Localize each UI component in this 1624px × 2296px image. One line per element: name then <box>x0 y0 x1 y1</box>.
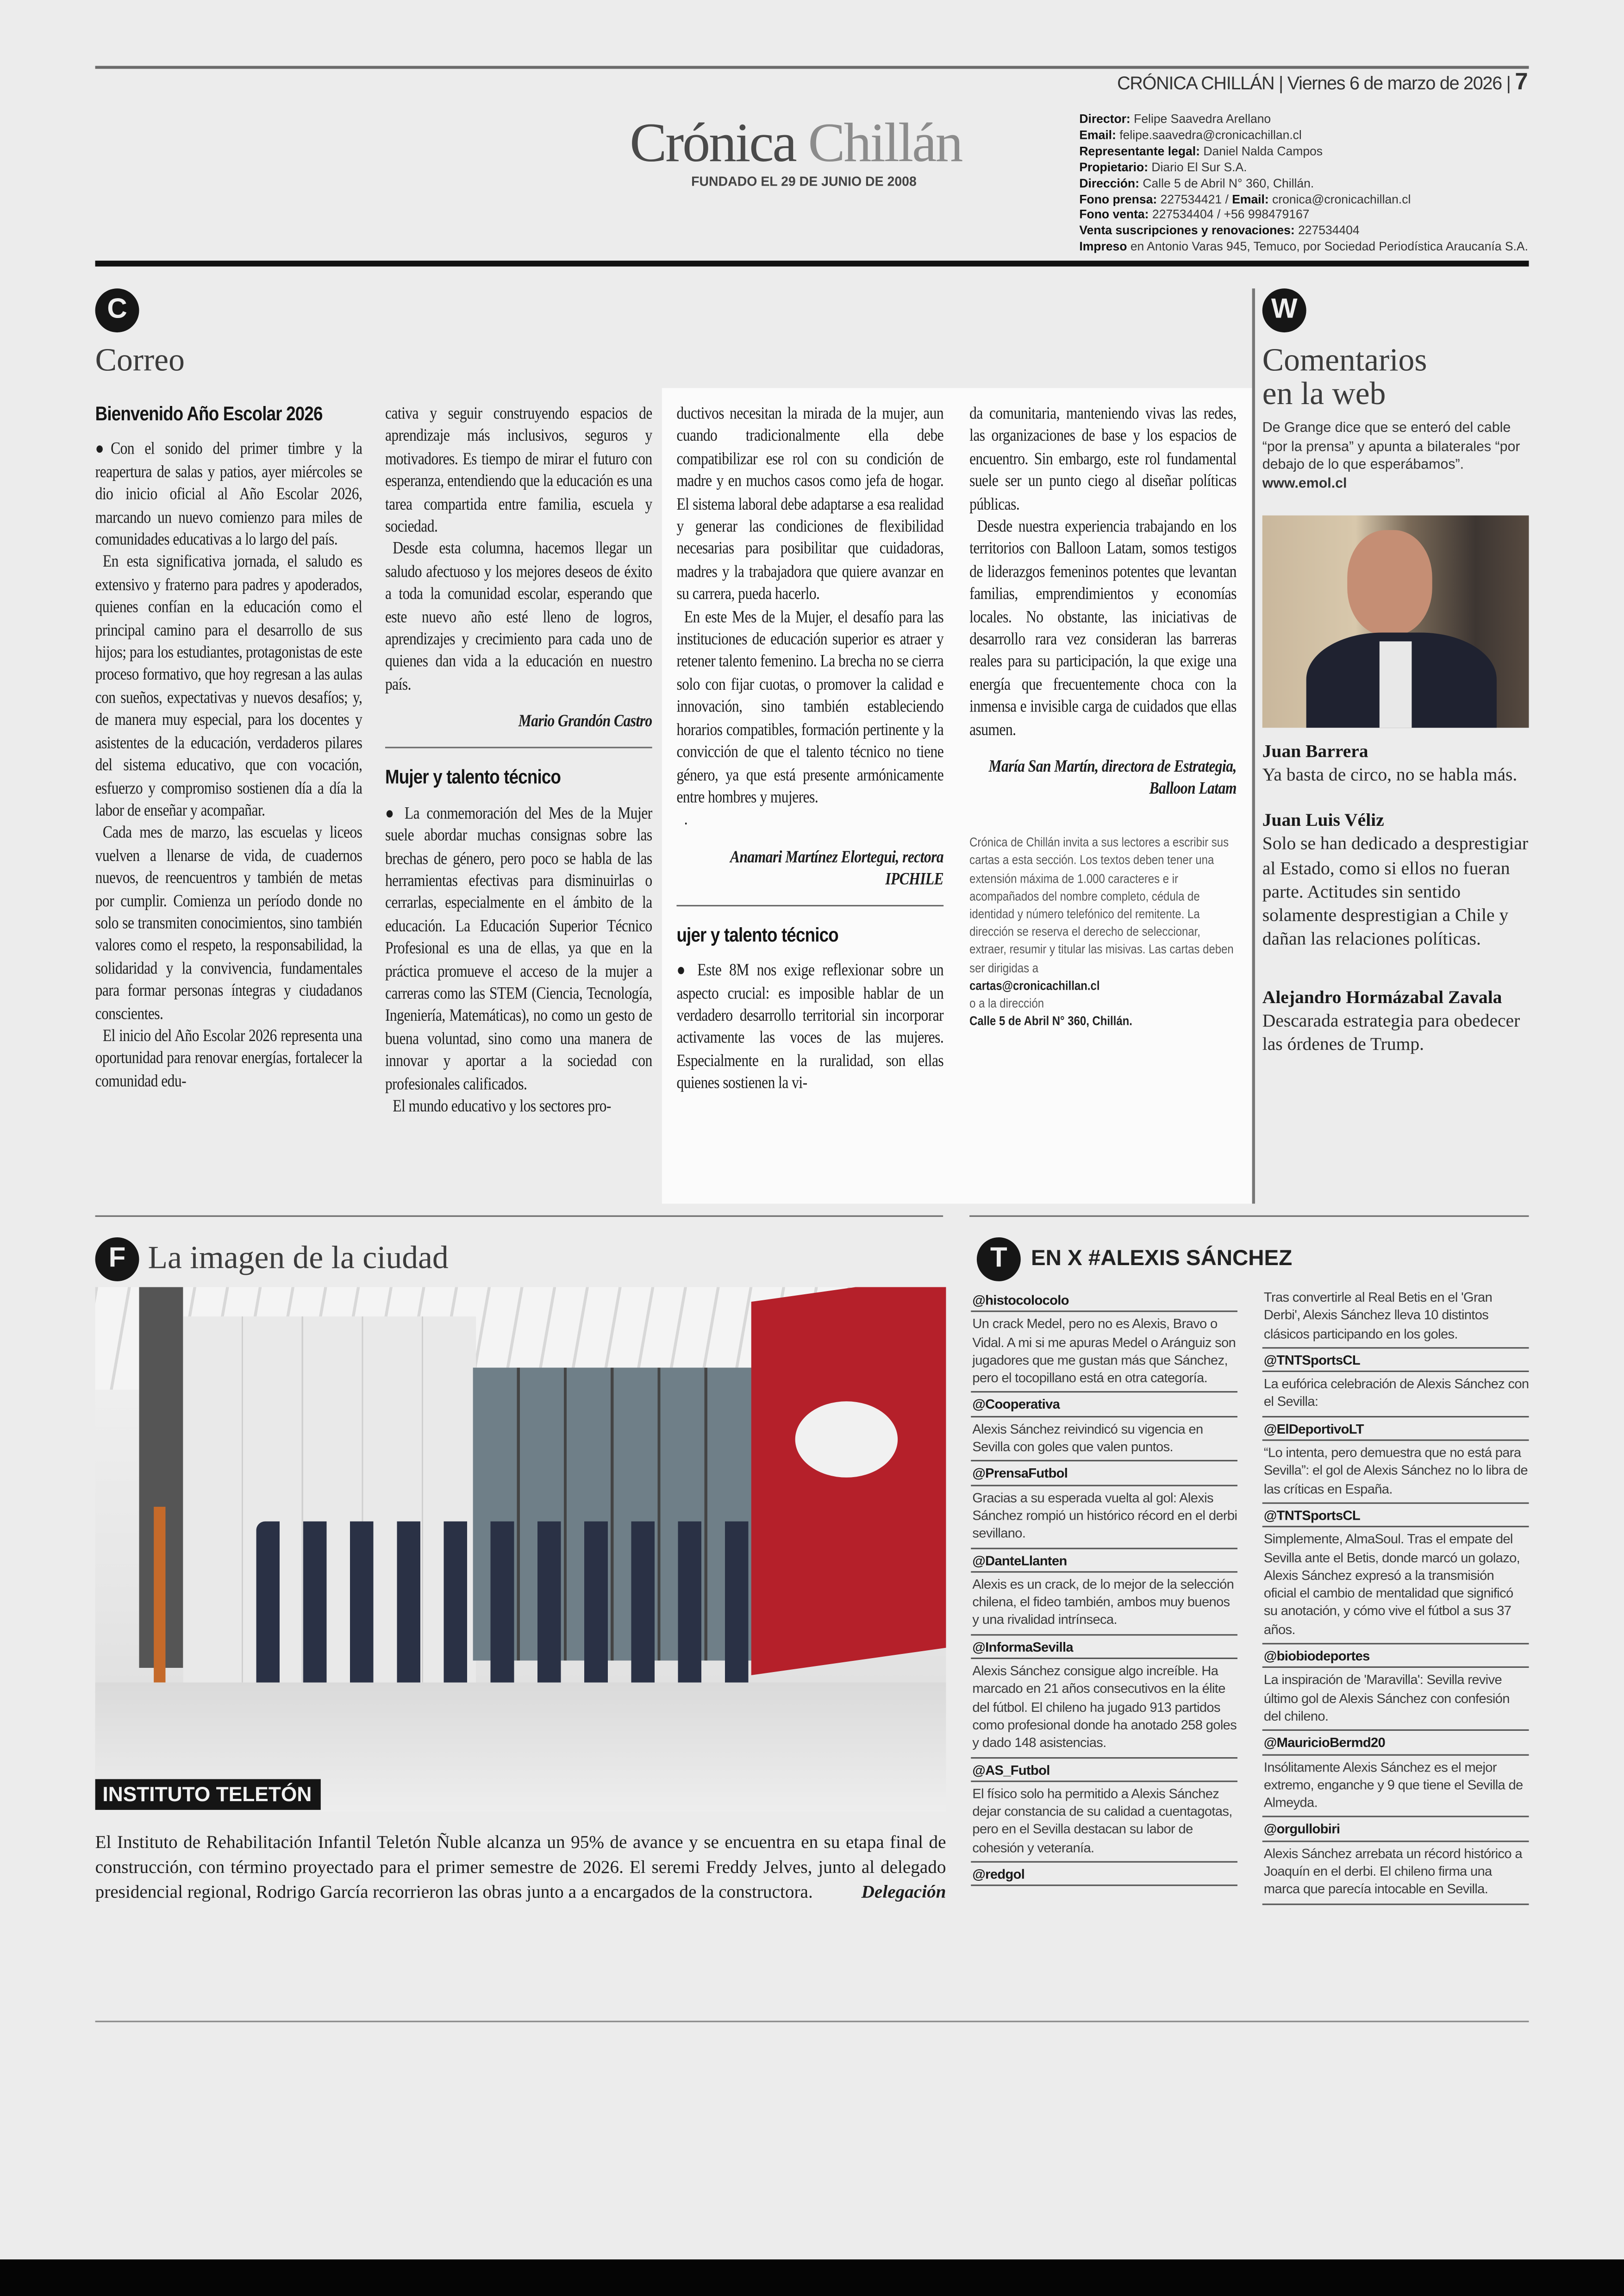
credit-value: 227534404 / +56 998479167 <box>1152 207 1310 222</box>
credit-value: Diario El Sur S.A. <box>1151 159 1247 174</box>
paragraph: Cada mes de marzo, las escuelas y liceos vuelven a llenarse de vida, de cuadernos nuevos, de reencuentros y también de metas por cumplir. Comienza un período donde no solo se transmiten conocimientos, sino también valores como el respeto, la responsabilidad, la solidaridad y la convivencia, fundamentales para formar personas íntegras y ciudadanos conscientes. <box>95 823 362 1023</box>
comment-text: Solo se han dedicado a desprestigiar al Estado, como si ellos no fueran parte. Actitudes sin sentido solamente desprestigian a Chile y dañan las relaciones políticas. <box>1262 833 1529 950</box>
credit-label: Propietario: <box>1079 159 1149 174</box>
imagen-badge: F <box>95 1237 139 1281</box>
paragraph: En esta significativa jornada, el saludo es extensivo y fraterno para padres y apoderados, quienes confían en la educación como el principal camino para el desarrollo de sus hijos; para los estudiantes, protagonistas de este proceso formativo, que hoy regresan a las aulas con sueños, expectativas y nuevos desafíos; y, de manera muy especial, para los docentes y asistentes de la educación, verdaderos pilares del sistema educativo, que con vocación, esfuerzo y compromiso sostienen día a día la labor de enseñar y acompañar. <box>95 552 362 820</box>
notice-or: o a la dirección <box>969 995 1044 1011</box>
tweet <box>971 1465 1237 1548</box>
letter2-heading: Mujer y talento técnico <box>385 766 561 788</box>
paragraph: Desde nuestra experiencia trabajando en los territorios con Balloon Latam, somos testigos de liderazgos femeninos potentes que levantan familias, emprendimientos y economías locales. No obstante, las iniciativas de desarrollo rara vez consideran las barreras reales para su participación, la que exige una energía que frecuentemente choca con la inmensa e invisible carga de cuidados que ellas asumen. <box>969 517 1237 739</box>
tweet <box>971 1761 1237 1863</box>
credit-value: en Antonio Varas 945, Temuco, por Sociedad Periodística Araucanía S.A. <box>1130 239 1528 254</box>
letter3-signature: María San Martín, directora de Estrategia, Balloon Latam <box>988 757 1237 799</box>
tweet-text: Tras convertirle al Real Betis en el 'Gran Derbi', Alexis Sánchez lleva 10 distintos clásicos participando en los goles. <box>1262 1289 1529 1348</box>
comment-photo <box>1262 515 1529 728</box>
comment <box>1262 741 1529 787</box>
credit-label: Impreso <box>1079 239 1127 254</box>
web-title <box>1262 343 1427 410</box>
comment-text: Descarada estrategia para obedecer las órdenes de Trump. <box>1262 1010 1520 1054</box>
tweet-text: La inspiración de 'Maravilla': Sevilla revive último gol de Alexis Sánchez con confesión del chileno. <box>1262 1671 1529 1731</box>
paragraph: Desde esta columna, hacemos llegar un saludo afectuoso y los mejores deseos de éxito a toda la comunidad escolar, esperando que este nuevo año esté lleno de logros, aprendizajes y crecimiento para cada uno de quienes dan vida a la educación en nuestro país. <box>385 539 652 694</box>
tweet-text: Simplemente, AlmaSoul. Tras el empate del Sevilla ante el Betis, donde marcó un golazo, Alexis Sánchez expresó a la transmisión oficial el cambio de mentalidad que significó su anotación, y cómo vive el fútbol a sus 37 años. <box>1262 1530 1529 1644</box>
paragraph: cativa y seguir construyendo espacios de aprendizaje más inclusivos, seguros y motivadores. Es tiempo de mirar el futuro con esperanza, entendiendo que la educación es una tarea compartida entre familia, escuela y sociedad. <box>385 404 652 536</box>
section-rule <box>95 1216 943 1217</box>
comment <box>1262 986 1529 1056</box>
column-flow <box>969 403 1237 1030</box>
tweet-text: Alexis Sánchez reivindicó su vigencia en Sevilla con goles que valen puntos. <box>971 1420 1237 1462</box>
tweet <box>971 1866 1237 1886</box>
masthead-cronica: Crónica <box>630 112 796 175</box>
paragraph: El inicio del Año Escolar 2026 representa una oportunidad para renovar energías, fortalecer la comunidad edu- <box>95 1026 362 1091</box>
tweet-handle[interactable]: @histocolocolo <box>971 1292 1237 1312</box>
top-rule <box>95 66 1529 69</box>
credit-label: Director: <box>1079 111 1131 126</box>
correo-badge: C <box>95 288 139 332</box>
tweet-handle[interactable]: @biobiodeportes <box>1262 1647 1529 1668</box>
tweet-handle[interactable]: @AS_Futbol <box>971 1761 1237 1782</box>
notice-text: Crónica de Chillán invita a sus lectores a escribir sus cartas a esta sección. Los textos deben tener una extensión máxima de 1.000 caracteres e ir acompañados del nombre completo, cédula de identidad y número telefónico del remitente. La dirección se reserva el derecho de seleccionar, extraer, resumir y titular las misivas. Las cartas deben ser dirigidas a <box>969 835 1234 975</box>
tweet-text: Gracias a su esperada vuelta al gol: Alexis Sánchez rompió un histórico récord en el derbi sevillano. <box>971 1489 1237 1548</box>
imagen-title: La imagen de la ciudad <box>148 1239 449 1276</box>
letter2-signature: Anamari Martínez Elortegui, rectora IPCHILE <box>730 847 944 889</box>
letter1-heading: Bienvenido Año Escolar 2026 <box>95 402 323 425</box>
masthead <box>630 111 962 175</box>
letter-column-3 <box>676 403 943 1095</box>
masthead-chillan: Chillán <box>808 112 962 175</box>
tweet-text: El físico solo ha permitido a Alexis Sánchez dejar constancia de su calidad a cuentagotas, pero en el Sevilla destacan su labor de cohesión y veteranía. <box>971 1785 1237 1863</box>
credit-line <box>1079 191 1533 207</box>
photo-label: INSTITUTO TELETÓN <box>95 1779 321 1809</box>
vertical-divider <box>1252 288 1255 1204</box>
tweet <box>1262 1647 1529 1731</box>
paragraph: da comunitaria, manteniendo vivas las redes, las organizaciones de base y los espacios de encuentro. Sin embargo, este rol fundamental suele ser un punto ciego al diseñar políticas públicas. <box>969 404 1237 514</box>
photo-shirt <box>1380 642 1412 728</box>
credit-value: Felipe Saavedra Arellano <box>1134 111 1271 126</box>
paragraph: . <box>684 810 688 830</box>
paragraph: El mundo educativo y los sectores pro- <box>393 1097 611 1116</box>
credit-line <box>1079 127 1533 143</box>
credit-line <box>1079 207 1533 223</box>
bottom-bar <box>0 2259 1624 2296</box>
bottom-rule <box>95 2021 1529 2022</box>
tweet-text: Alexis Sánchez consigue algo increíble. Ha marcado en 21 años consecutivos en la élite del fútbol. El chileno ha jugado 913 partidos como profesional donde ha anotado 258 goles y dado 148 asistencias. <box>971 1662 1237 1758</box>
divider <box>676 905 943 906</box>
credit-line <box>1079 239 1533 255</box>
letter-column-4 <box>969 403 1236 1030</box>
credit-label: Fono prensa: <box>1079 191 1157 206</box>
tweet <box>971 1638 1237 1758</box>
paragraph: ductivos necesitan la mirada de la mujer, aun cuando tradicionalmente ella debe compatibilizar ese rol con su condición de madre y en muchos casos como jefa de hogar. El sistema laboral debe adaptarse a esa realidad y generar las condiciones de flexibilidad necesarias para posibilitar que cuidadoras, madres y la trabajadora que quiere avanzar en su carrera, pueda hacerlo. <box>676 404 944 604</box>
comment-author: Juan Barrera <box>1262 741 1368 761</box>
tweet-text: Alexis Sánchez arrebata un récord histórico a Joaquín en el derbi. El chileno firma una marca que parecía intocable en Sevilla. <box>1262 1845 1529 1904</box>
credit-value: Daniel Nalda Campos <box>1203 143 1323 158</box>
credit-label: Representante legal: <box>1079 143 1200 158</box>
tweet <box>1262 1507 1529 1645</box>
column-flow <box>385 403 652 1118</box>
photo-group-people <box>256 1522 769 1704</box>
paragraph: ● Este 8M nos exige reflexionar sobre un aspecto crucial: es imposible hablar de un verdadero desarrollo territorial sin incorporar activamente las voces de las mujeres. Especialmente en la ruralidad, son ellas quienes sostienen la vi- <box>676 961 944 1093</box>
web-badge: W <box>1262 288 1306 332</box>
comment-author: Juan Luis Véliz <box>1262 810 1384 831</box>
tweet <box>971 1292 1237 1393</box>
running-head: CRÓNICA CHILLÁN | Viernes 6 de marzo de 2026 | 7 <box>1117 70 1528 95</box>
column-flow <box>676 403 943 1095</box>
tweet-handle[interactable]: @orgullobiri <box>1262 1821 1529 1841</box>
tweet-text: Alexis es un crack, de lo mejor de la selección chilena, el fideo también, ambos muy buenos y una rivalidad intrínseca. <box>971 1575 1237 1635</box>
notice-email[interactable]: cartas@cronicachillan.cl <box>969 978 1100 992</box>
tweet-handle[interactable]: @Cooperativa <box>971 1396 1237 1417</box>
photo-face <box>1347 530 1432 636</box>
x-title: EN X #ALEXIS SÁNCHEZ <box>1031 1246 1293 1271</box>
credit-label: Venta suscripciones y renovaciones: <box>1079 223 1295 238</box>
credit-line <box>1079 159 1533 175</box>
credit-line <box>1079 111 1533 127</box>
tweet-handle[interactable]: @MauricioBermd20 <box>1262 1734 1529 1755</box>
notice-address: Calle 5 de Abril N° 360, Chillán. <box>969 1013 1132 1029</box>
credit-value: 227534421 / <box>1160 191 1229 206</box>
letters-notice <box>969 833 1237 1030</box>
running-head-date: Viernes 6 de marzo de 2026 <box>1287 73 1502 94</box>
tweet <box>1262 1821 1529 1904</box>
credit-label: Email: <box>1079 127 1116 142</box>
founded-date: FUNDADO EL 29 DE JUNIO DE 2008 <box>691 174 917 189</box>
letter3-heading: ujer y talento técnico <box>676 923 838 946</box>
section-rule <box>969 1216 1529 1217</box>
tweet-handle[interactable]: @ElDeportivoLT <box>1262 1420 1529 1441</box>
caption-text: El Instituto de Rehabilitación Infantil Teletón Ñuble alcanza un 95% de avance y se encuentra en su etapa final de construcción, con término proyectado para el primer semestre de 2026. El seremi Freddy Jelves, junto al delegado presidencial regional, Rodrigo García recorrieron las obras junto a a encargados de la constructora. <box>95 1832 946 1903</box>
photo-credit: Delegación <box>861 1881 946 1903</box>
tweet-handle[interactable]: @TNTSportsCL <box>1262 1351 1529 1372</box>
credit-label: Email: <box>1232 191 1269 206</box>
header-thick-rule <box>95 261 1529 267</box>
tweet-handle[interactable]: @TNTSportsCL <box>1262 1507 1529 1528</box>
credit-value: cronica@cronicachillan.cl <box>1272 191 1411 206</box>
tweet <box>1262 1420 1529 1504</box>
tweet-handle[interactable]: @InformaSevilla <box>971 1638 1237 1659</box>
tweets-column-1 <box>971 1292 1237 1890</box>
spacer <box>969 820 1237 822</box>
comments-list <box>1262 741 1529 1080</box>
page-number: 7 <box>1515 70 1528 95</box>
credit-line <box>1079 223 1533 239</box>
web-lead-text: De Grange dice que se enteró del cable “por la prensa” y apunta a bilaterales “por debajo de lo que esperábamos”. <box>1262 420 1520 474</box>
city-photo <box>95 1287 946 1811</box>
running-head-paper: CRÓNICA CHILLÁN <box>1117 73 1274 94</box>
credit-line <box>1079 175 1533 191</box>
tweet-text: Insólitamente Alexis Sánchez es el mejor extremo, enganche y 9 que tiene el Sevilla de Almeyda. <box>1262 1758 1529 1818</box>
web-title-line2: en la web <box>1262 374 1386 412</box>
comment <box>1262 810 1529 951</box>
tweet-handle[interactable]: @PrensaFutbol <box>971 1465 1237 1485</box>
tweet <box>971 1396 1237 1462</box>
credit-value: 227534404 <box>1298 223 1360 238</box>
credit-label: Dirección: <box>1079 175 1139 190</box>
column-flow <box>95 403 362 1093</box>
credit-value: felipe.saavedra@cronicachillan.cl <box>1119 127 1302 142</box>
photo-caption <box>95 1830 946 1905</box>
tweet <box>1262 1734 1529 1818</box>
comment-author: Alejandro Hormázabal Zavala <box>1262 986 1502 1007</box>
letter1-signature: Mario Grandón Castro <box>518 712 652 731</box>
tweets-column-2 <box>1262 1289 1529 1908</box>
paragraph: En este Mes de la Mujer, el desafío para las instituciones de educación superior es atraer y retener talento femenino. La brecha no se cierra solo con fijar cuotas, o promover la calidad e innovación, sino también estableciendo horarios compatibles, formación pertinente y la convicción de que el talento técnico no tiene género, ya que está presente armónicamente entre hombres y mujeres. <box>676 607 944 807</box>
divider <box>385 747 652 749</box>
tweet-handle[interactable]: @redgol <box>971 1866 1237 1886</box>
tweet-text: Un crack Medel, pero no es Alexis, Bravo o Vidal. A mi si me apuras Medel o Aránguiz son jugadores que me gustan más que Sánchez, pero el tocopillano está en otra categoría. <box>971 1316 1237 1393</box>
letter1-column-1 <box>95 403 362 1093</box>
paragraph: ● La conmemoración del Mes de la Mujer suele abordar muchas consignas sobre las brechas de género, pero poco se habla de las herramientas efectivas para disminuirlas o cerrarlas, especialmente en el ámbito de la educación. La Educación Superior Técnico Profesional es una de ellas, ya que en la práctica promueve el acceso de la mujer a carreras como las STEM (Ciencia, Tecnología, Ingeniería, Matemáticas), no como un gesto de buena voluntad, sino como una manera de innovar y aportar a la sociedad con profesionales calificados. <box>385 803 652 1093</box>
tweet <box>971 1552 1237 1635</box>
credit-line <box>1079 143 1533 159</box>
web-source[interactable]: www.emol.cl <box>1262 475 1347 492</box>
correo-title: Correo <box>95 341 185 378</box>
teleton-logo <box>795 1401 898 1477</box>
tweet-handle[interactable]: @DanteLlanten <box>971 1552 1237 1572</box>
web-title-line1: Comentarios <box>1262 341 1427 378</box>
credits-box <box>1079 111 1533 255</box>
tweet-text: La eufórica celebración de Alexis Sánchez con el Sevilla: <box>1262 1375 1529 1417</box>
credit-label: Fono venta: <box>1079 207 1149 222</box>
photo-red-wall <box>751 1287 946 1675</box>
web-lead <box>1262 420 1529 494</box>
letter-column-2 <box>385 403 652 1118</box>
tweet-text: “Lo intenta, pero demuestra que no está para Sevilla”: el gol de Alexis Sánchez no lo libra de las críticas en España. <box>1262 1444 1529 1504</box>
comment-text: Ya basta de circo, no se habla más. <box>1262 764 1518 785</box>
tweet <box>1262 1351 1529 1417</box>
paragraph: ●Con el sonido del primer timbre y la reapertura de salas y patios, ayer miércoles se dio inicio oficial al Año Escolar 2026, marcando un nuevo comienzo para miles de comunidades educativas a lo largo del país. <box>95 440 362 549</box>
credit-value: Calle 5 de Abril N° 360, Chillán. <box>1143 175 1314 190</box>
photo-orange-stripe <box>154 1507 165 1683</box>
x-badge: T <box>977 1237 1021 1281</box>
